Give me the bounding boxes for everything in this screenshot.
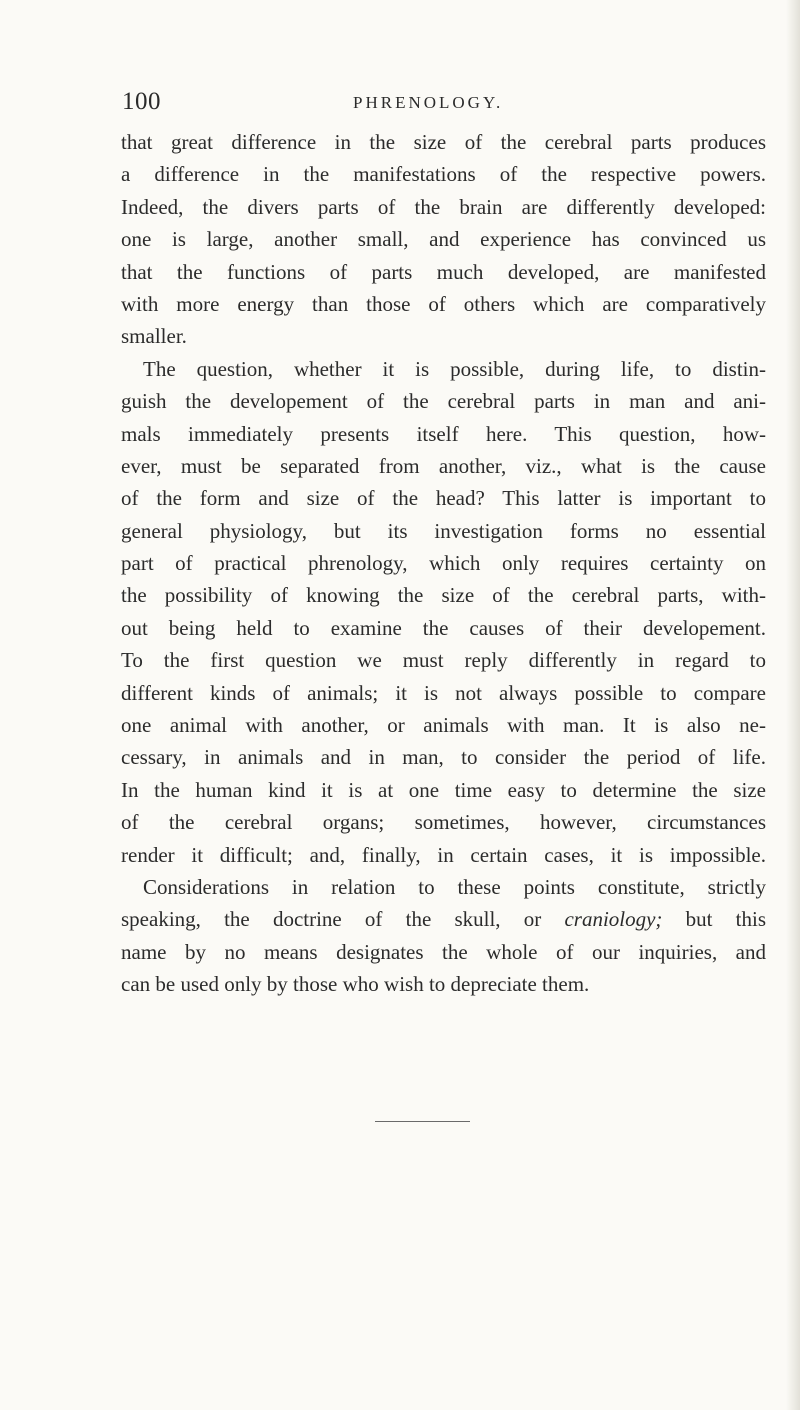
text-line: of the cerebral organs; sometimes, however, circumstances <box>121 810 766 835</box>
text-line <box>121 903 766 935</box>
text-line: of the form and size of the head? This latter is important to <box>121 486 766 511</box>
text-line: mals immediately presents itself here. This question, how- <box>121 421 766 446</box>
text-line: one is large, another small, and experience has convinced us <box>121 227 766 252</box>
section-divider <box>375 1121 470 1122</box>
body-text <box>121 126 766 1001</box>
text-line: render it difficult; and, finally, in certain cases, it is impossible. <box>121 842 766 867</box>
text-line: The question, whether it is possible, during life, to distin- <box>143 356 766 381</box>
text-line: one animal with another, or animals with man. It is also ne- <box>121 713 766 738</box>
text-line: with more energy than those of others which are comparatively <box>121 291 766 316</box>
text-line: In the human kind it is at one time easy to determine the size <box>121 777 766 802</box>
text-line: ever, must be separated from another, viz., what is the cause <box>121 453 766 478</box>
text-line: that great difference in the size of the cerebral parts produces <box>121 130 766 154</box>
text-line: name by no means designates the whole of our inquiries, and <box>121 939 766 964</box>
page-header <box>0 88 800 118</box>
text-line: smaller. <box>121 324 187 349</box>
text-line: general physiology, but its investigation forms no essential <box>121 518 766 543</box>
text-line: Considerations in relation to these points constitute, strictly <box>143 874 766 899</box>
text-segment: speaking, the doctrine of the skull, or <box>121 907 542 932</box>
text-line: To the first question we must reply differently in regard to <box>121 648 766 673</box>
text-line: guish the developement of the cerebral parts in man and ani- <box>121 389 766 414</box>
text-line: can be used only by those who wish to depreciate them. <box>121 972 590 997</box>
text-line: part of practical phrenology, which only requires certainty on <box>121 551 766 576</box>
text-segment: but this <box>662 907 766 932</box>
text-line: out being held to examine the causes of their developement. <box>121 615 766 640</box>
page-number: 100 <box>122 88 161 115</box>
text-line: different kinds of animals; it is not always possible to compare <box>121 680 766 705</box>
running-head: PHRENOLOGY. <box>353 93 504 112</box>
text-line: the possibility of knowing the size of the cerebral parts, with- <box>121 583 766 608</box>
text-line: Indeed, the divers parts of the brain are differently developed: <box>121 194 766 219</box>
italic-term: craniology; <box>564 907 663 932</box>
page-edge-shadow <box>786 0 800 1410</box>
text-line: that the functions of parts much developed, are manifested <box>121 259 766 284</box>
text-line: a difference in the manifestations of the respective powers. <box>121 162 766 187</box>
text-line: cessary, in animals and in man, to consider the period of life. <box>121 745 766 770</box>
